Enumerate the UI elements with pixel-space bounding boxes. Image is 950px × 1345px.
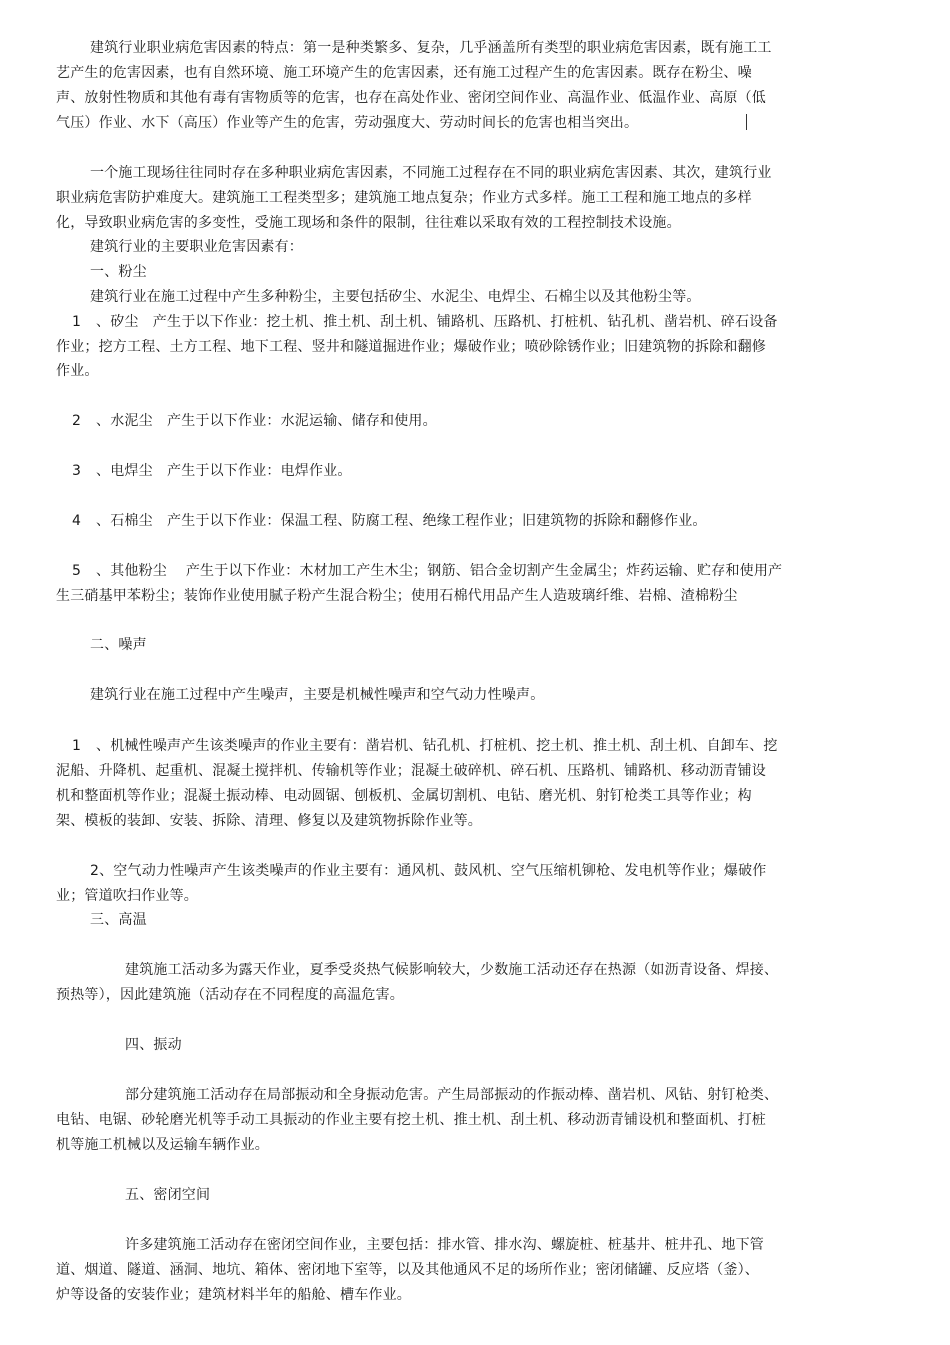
item-number: 1 [72,738,81,754]
item-number: 3 [72,463,81,479]
paragraph-line: 声、放射性物质和其他有毒有害物质等的危害，也存在高处作业、密闭空间作业、高温作业、低温作业、高原（低 [56,90,766,106]
item-line: 、石棉尘 产生于以下作业：保温工程、防腐工程、绝缘工程作业；旧建筑物的拆除和翻修作业。 [96,513,707,529]
paragraph-line: 电钻、电锯、砂轮磨光机等手动工具振动的作业主要有挖土机、推土机、刮土机、移动沥青铺设机和整面机、打桩 [56,1112,766,1128]
section-intro: 建筑行业在施工过程中产生噪声，主要是机械性噪声和空气动力性噪声。 [90,687,545,703]
item-line: 业；管道吹扫作业等。 [56,888,198,904]
section-intro: 建筑行业在施工过程中产生多种粉尘，主要包括矽尘、水泥尘、电焊尘、石棉尘以及其他粉尘等。 [90,289,701,305]
paragraph-line: 气压）作业、水下（高压）作业等产生的危害，劳动强度大、劳动时间长的危害也相当突出。 [56,115,639,131]
item-line: 、电焊尘 产生于以下作业：电焊作业。 [96,463,352,479]
section-title-confined-space: 五、密闭空间 [125,1187,211,1203]
paragraph-line: 一个施工现场往往同时存在多种职业病危害因素，不同施工过程存在不同的职业病危害因素、其次，建筑行业 [90,165,772,181]
text-cursor [746,114,747,130]
intro-line: 建筑行业的主要职业危害因素有： [90,239,303,255]
item-line: 、机械性噪声产生该类噪声的作业主要有：凿岩机、钻孔机、打桩机、挖土机、推土机、刮土机、自卸车、挖 [96,738,778,754]
item-number: 5 [72,563,81,579]
paragraph-line: 预热等），因此建筑施（活动存在不同程度的高温危害。 [56,987,404,1003]
item-line: 架、模板的装卸、安装、拆除、清理、修复以及建筑物拆除作业等。 [56,813,482,829]
paragraph-line: 道、烟道、隧道、涵洞、地坑、箱体、密闭地下室等，以及其他通风不足的场所作业；密闭储罐、反应塔（釜）、 [56,1262,759,1278]
paragraph-line: 机等施工机械以及运输车辆作业。 [56,1137,269,1153]
section-title-heat: 三、高温 [90,912,147,928]
item-number: 1 [72,314,81,330]
item-line: 作业；挖方工程、土方工程、地下工程、竖井和隧道掘进作业；爆破作业；喷砂除锈作业；旧建筑物的拆除和翻修 [56,339,766,355]
item-line: 2、空气动力性噪声产生该类噪声的作业主要有：通风机、鼓风机、空气压缩机铆枪、发电机等作业；爆破作 [90,863,767,879]
paragraph-line: 建筑施工活动多为露天作业，夏季受炎热气候影响较大，少数施工活动还存在热源（如沥青设备、焊接、 [125,962,779,978]
item-line: 、水泥尘 产生于以下作业：水泥运输、储存和使用。 [96,413,437,429]
paragraph-line: 化，导致职业病危害的多变性，受施工现场和条件的限制，往往难以采取有效的工程控制技术设施。 [56,215,681,231]
item-line: 、矽尘 产生于以下作业：挖土机、推土机、刮土机、铺路机、压路机、打桩机、钻孔机、凿岩机、碎石设备 [96,314,778,330]
paragraph-line: 建筑行业职业病危害因素的特点：第一是种类繁多、复杂，几乎涵盖所有类型的职业病危害因素，既有施工工 [90,40,772,56]
paragraph-line: 艺产生的危害因素，也有自然环境、施工环境产生的危害因素，还有施工过程产生的危害因素。既存在粉尘、噪 [56,65,752,81]
paragraph-line: 许多建筑施工活动存在密闭空间作业，主要包括：排水管、排水沟、螺旋桩、桩基井、桩井孔、地下管 [125,1237,764,1253]
item-line: 作业。 [56,363,99,379]
item-line: 、其他粉尘 产生于以下作业：木材加工产生木尘；钢筋、铝合金切割产生金属尘；炸药运输、贮存和使用产 [96,563,783,579]
section-title-vibration: 四、振动 [125,1037,182,1053]
item-number: 4 [72,513,81,529]
section-title-noise: 二、噪声 [90,637,147,653]
item-line: 生三硝基甲苯粉尘；装饰作业使用腻子粉产生混合粉尘；使用石棉代用品产生人造玻璃纤维、岩棉、渣棉粉尘 [56,588,738,604]
paragraph-line: 职业病危害防护难度大。建筑施工工程类型多；建筑施工地点复杂；作业方式多样。施工工程和施工地点的多样 [56,190,752,206]
paragraph-line: 部分建筑施工活动存在局部振动和全身振动危害。产生局部振动的作振动棒、凿岩机、风钻、射钉枪类、 [125,1087,779,1103]
section-title-dust: 一、粉尘 [90,264,147,280]
paragraph-line: 炉等设备的安装作业；建筑材料半年的船舱、槽车作业。 [56,1287,411,1303]
item-line: 泥船、升降机、起重机、混凝土搅拌机、传输机等作业；混凝土破碎机、碎石机、压路机、铺路机、移动沥青铺设 [56,763,766,779]
item-line: 机和整面机等作业；混凝土振动棒、电动圆锯、刨板机、金属切割机、电钻、磨光机、射钉枪类工具等作业；构 [56,788,752,804]
item-number: 2 [72,413,81,429]
